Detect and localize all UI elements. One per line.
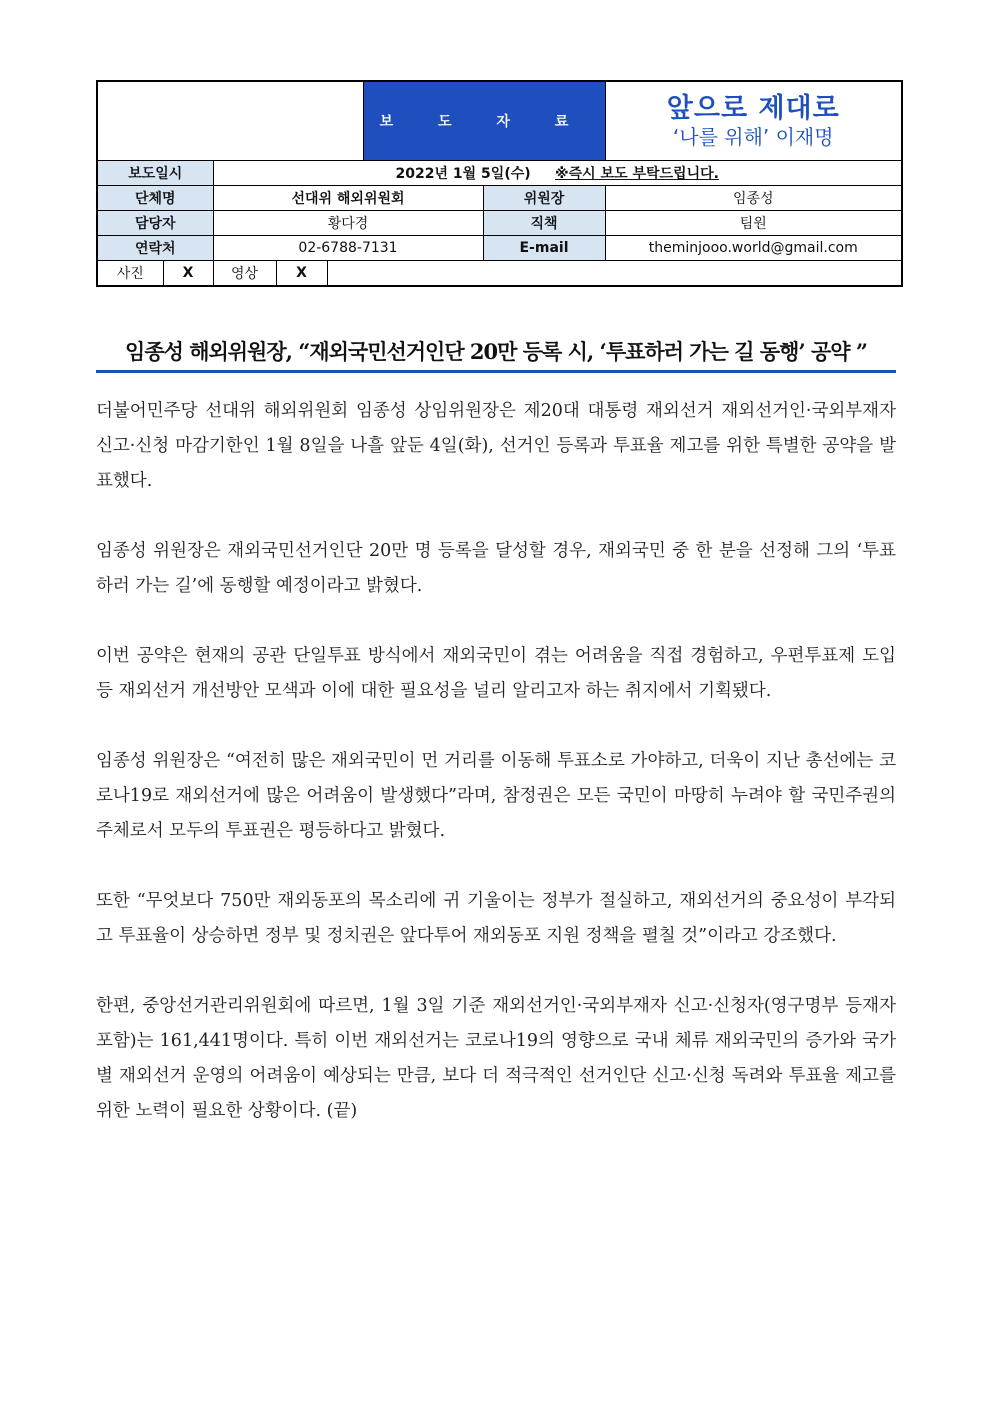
slogan-line-1: 앞으로 제대로 <box>666 93 840 124</box>
paragraph: 더불어민주당 선대위 해외위원회 임종성 상임위원장은 제20대 대통령 재외선거 재외선거인·국외부재자 신고·신청 마감기한인 1월 8일을 나흘 앞둔 4일(화), 선거인 등록과 투표율 제고를 위한 특별한 공약을 발표했다. <box>96 401 896 491</box>
headline-underline <box>96 370 896 373</box>
header-blank-cell <box>97 81 363 161</box>
release-date-value <box>213 161 902 186</box>
video-label: 영상 <box>214 261 277 285</box>
email-label: E-mail <box>483 236 605 261</box>
chair-value: 임종성 <box>605 186 902 211</box>
organization-value: 선대위 해외위원회 <box>213 186 483 211</box>
release-date: 2022년 1월 5일(수) <box>395 166 531 182</box>
media-row <box>213 261 902 287</box>
contact-person-value: 황다경 <box>213 211 483 236</box>
position-value: 팀원 <box>605 211 902 236</box>
paragraph: 임종성 위원장은 재외국민선거인단 20만 명 등록을 달성할 경우, 재외국민 중 한 분을 선정해 그의 ‘투표하러 가는 길’에 동행할 예정이라고 밝혔다. <box>96 541 896 596</box>
article-body <box>96 394 896 1164</box>
campaign-slogan <box>605 81 902 161</box>
email-value: theminjooo.world@gmail.com <box>605 236 902 261</box>
video-value: X <box>276 261 327 285</box>
photo-label: 사진 <box>97 261 163 287</box>
position-label: 직책 <box>483 211 605 236</box>
phone-value: 02-6788-7131 <box>213 236 483 261</box>
chair-label: 위원장 <box>483 186 605 211</box>
photo-value: X <box>163 261 213 287</box>
paragraph: 임종성 위원장은 “여전히 많은 재외국민이 먼 거리를 이동해 투표소로 가야하고, 더욱이 지난 총선에는 코로나19로 재외선거에 많은 어려움이 발생했다”라며, 참정권은 모든 국민이 마땅히 누려야 할 국민주권의 주체로서 모두의 투표권은 평등하다고 밝혔다. <box>96 751 896 841</box>
paragraph: 또한 “무엇보다 750만 재외동포의 목소리에 귀 기울이는 정부가 절실하고, 재외선거의 중요성이 부각되고 투표율이 상승하면 정부 및 정치권은 앞다투어 재외동포 지원 정책을 펼칠 것”이라고 강조했다. <box>96 891 896 946</box>
release-note: ※즉시 보도 부탁드립니다. <box>555 166 719 182</box>
contact-person-label: 담당자 <box>97 211 213 236</box>
phone-label: 연락처 <box>97 236 213 261</box>
video-cells <box>214 261 328 285</box>
paragraph: 한편, 중앙선거관리위원회에 따르면, 1월 3일 기준 재외선거인·국외부재자 신고·신청자(영구명부 등재자 포함)는 161,441명이다. 특히 이번 재외선거는 코로나19의 영향으로 국내 체류 재외국민의 증가와 국가별 재외선거 운영의 어려움이 예상되는 만큼, 보다 더 적극적인 선거인단 신고·신청 독려와 투표율 제고를 위한 노력이 필요한 상황이다. (끝) <box>96 996 896 1121</box>
press-release-title: 보 도 자 료 <box>363 81 605 161</box>
organization-label: 단체명 <box>97 186 213 211</box>
release-date-label: 보도일시 <box>97 161 213 186</box>
headline: 임종성 해외위원장, “재외국민선거인단 20만 등록 시, ‘투표하러 가는 길 동행’ 공약 ” <box>125 339 867 364</box>
slogan-line-2: ‘나를 위해’ 이재명 <box>672 125 834 149</box>
paragraph: 이번 공약은 현재의 공관 단일투표 방식에서 재외국민이 겪는 어려움을 직접 경험하고, 우편투표제 도입 등 재외선거 개선방안 모색과 이에 대한 필요성을 널리 알리고자 하는 취지에서 기획됐다. <box>96 646 896 701</box>
press-release-header <box>96 80 903 287</box>
